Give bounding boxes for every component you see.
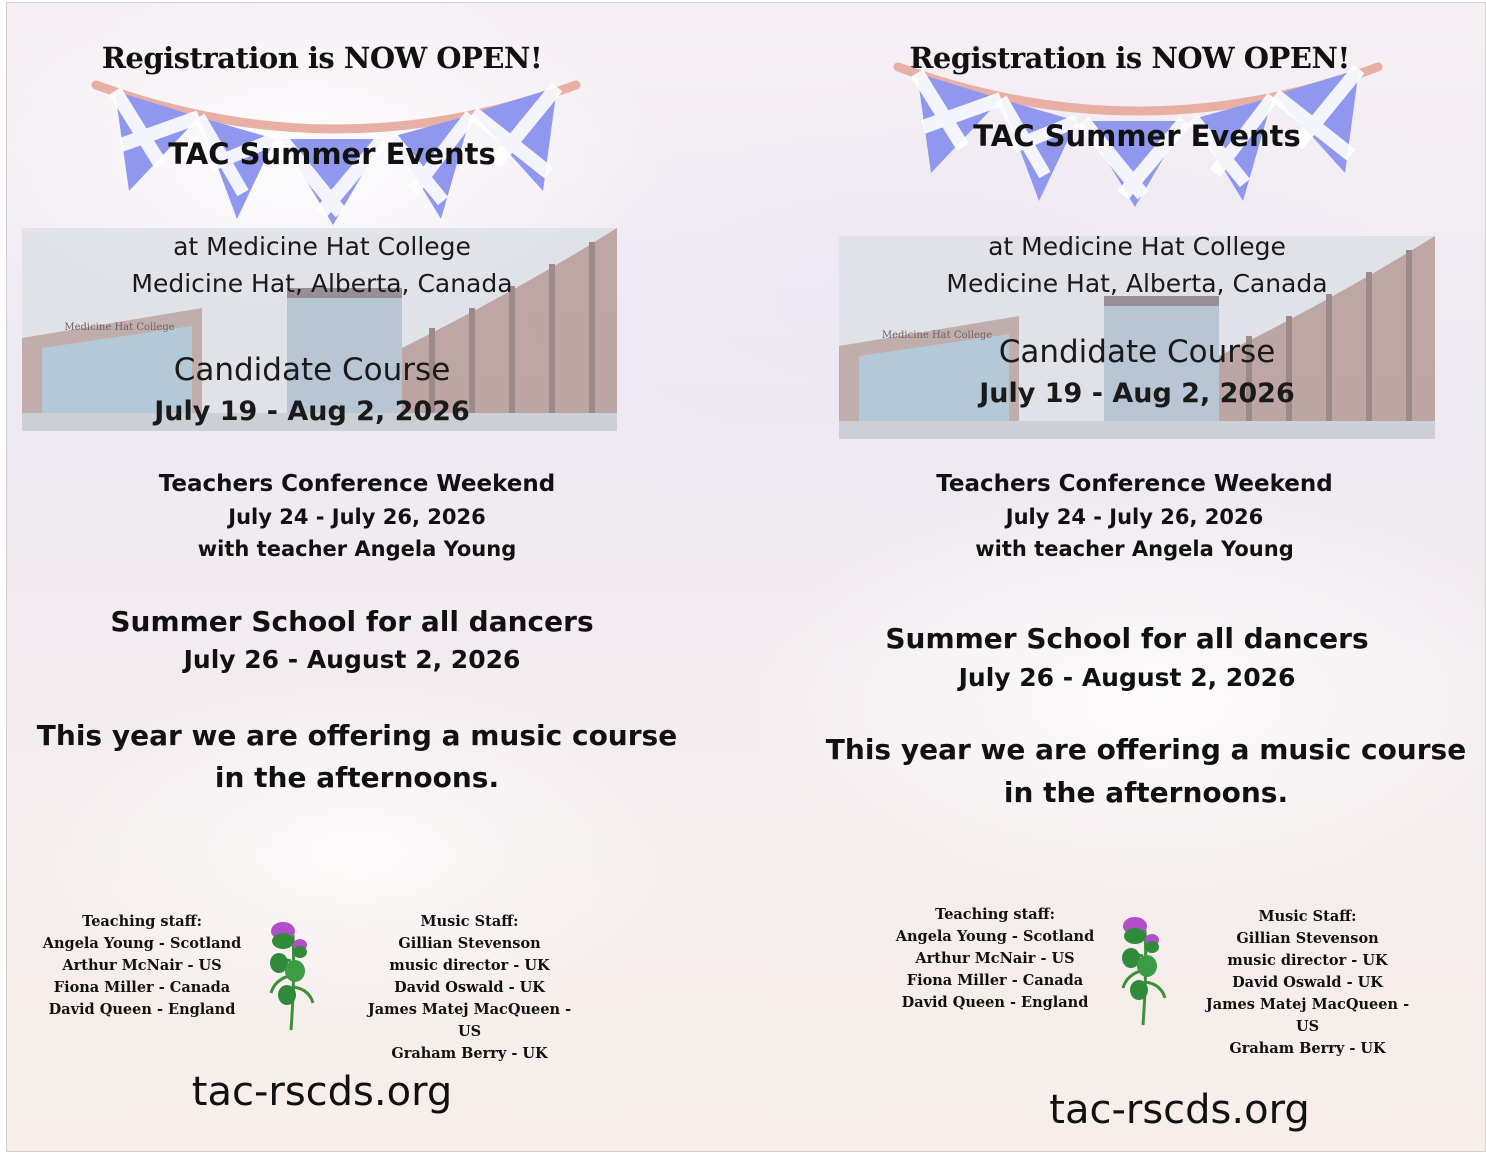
teachers-conference-teacher: with teacher Angela Young: [197, 537, 517, 561]
staff-member: James Matej MacQueen - US: [1205, 996, 1410, 1035]
teaching-staff-heading: Teaching staff:: [82, 913, 202, 930]
summer-school-dates: July 26 - August 2, 2026: [183, 645, 521, 674]
staff-member: Fiona Miller - Canada: [53, 979, 231, 996]
venue-line-1: at Medicine Hat College: [173, 232, 471, 261]
college-sign: Medicine Hat College: [881, 330, 993, 341]
music-offer-line-1: This year we are offering a music course: [825, 733, 1467, 766]
music-offer-line-2: in the afternoons.: [1003, 776, 1289, 809]
candidate-course-dates: July 19 - Aug 2, 2026: [979, 378, 1295, 409]
staff-member: music director - UK: [1227, 952, 1388, 969]
staff-member: James Matej MacQueen - US: [367, 1001, 572, 1040]
staff-member: Graham Berry - UK: [1229, 1040, 1386, 1057]
teaching-staff: [42, 911, 242, 1021]
registration-heading: Registration is NOW OPEN!: [909, 41, 1350, 75]
staff-member: David Oswald - UK: [394, 979, 545, 996]
staff-member: Gillian Stevenson: [398, 935, 541, 952]
music-staff-heading: Music Staff:: [420, 913, 519, 930]
staff-member: Arthur McNair - US: [915, 950, 1075, 967]
teachers-conference-title: Teachers Conference Weekend: [158, 471, 556, 497]
staff-member: Fiona Miller - Canada: [906, 972, 1084, 989]
teachers-conference-dates: July 24 - July 26, 2026: [228, 505, 486, 529]
teaching-staff-heading: Teaching staff:: [935, 906, 1055, 923]
website-link[interactable]: tac-rscds.org: [191, 1069, 453, 1115]
teaching-staff: [895, 904, 1095, 1014]
staff-member: David Oswald - UK: [1232, 974, 1383, 991]
flyer-left: [7, 3, 707, 1151]
candidate-course-title: Candidate Course: [998, 334, 1276, 370]
thistle-icon: [1117, 910, 1169, 1028]
staff-member: David Queen - England: [48, 1001, 236, 1018]
staff-member: Arthur McNair - US: [62, 957, 222, 974]
staff-member: Graham Berry - UK: [391, 1045, 548, 1062]
staff-member: David Queen - England: [901, 994, 1089, 1011]
summer-school-title: Summer School for all dancers: [110, 605, 594, 638]
flyer-sheet: [6, 2, 1486, 1152]
candidate-course-dates: July 19 - Aug 2, 2026: [154, 396, 470, 427]
music-staff: [357, 911, 582, 1065]
music-staff-heading: Music Staff:: [1258, 908, 1357, 925]
registration-heading: Registration is NOW OPEN!: [101, 41, 543, 75]
summer-school-title: Summer School for all dancers: [885, 622, 1369, 655]
events-title: TAC Summer Events: [168, 137, 496, 171]
staff-member: Angela Young - Scotland: [42, 935, 242, 952]
staff-member: Angela Young - Scotland: [895, 928, 1095, 945]
events-title: TAC Summer Events: [973, 119, 1301, 153]
flyer-right: [807, 3, 1485, 1151]
staff-member: music director - UK: [389, 957, 550, 974]
thistle-icon: [265, 915, 317, 1033]
staff-member: Gillian Stevenson: [1236, 930, 1379, 947]
candidate-course-title: Candidate Course: [173, 352, 451, 388]
venue-line-2: Medicine Hat, Alberta, Canada: [946, 269, 1328, 298]
music-staff: [1195, 906, 1420, 1060]
college-sign: Medicine Hat College: [64, 322, 175, 333]
venue-line-1: at Medicine Hat College: [988, 232, 1286, 261]
summer-school-dates: July 26 - August 2, 2026: [958, 663, 1296, 692]
teachers-conference-dates: July 24 - July 26, 2026: [1005, 505, 1264, 529]
music-offer-line-2: in the afternoons.: [214, 761, 500, 794]
venue-line-2: Medicine Hat, Alberta, Canada: [131, 269, 513, 298]
website-link[interactable]: tac-rscds.org: [1049, 1087, 1310, 1133]
music-offer-line-1: This year we are offering a music course: [36, 719, 678, 752]
teachers-conference-title: Teachers Conference Weekend: [936, 471, 1333, 497]
teachers-conference-teacher: with teacher Angela Young: [975, 537, 1294, 561]
